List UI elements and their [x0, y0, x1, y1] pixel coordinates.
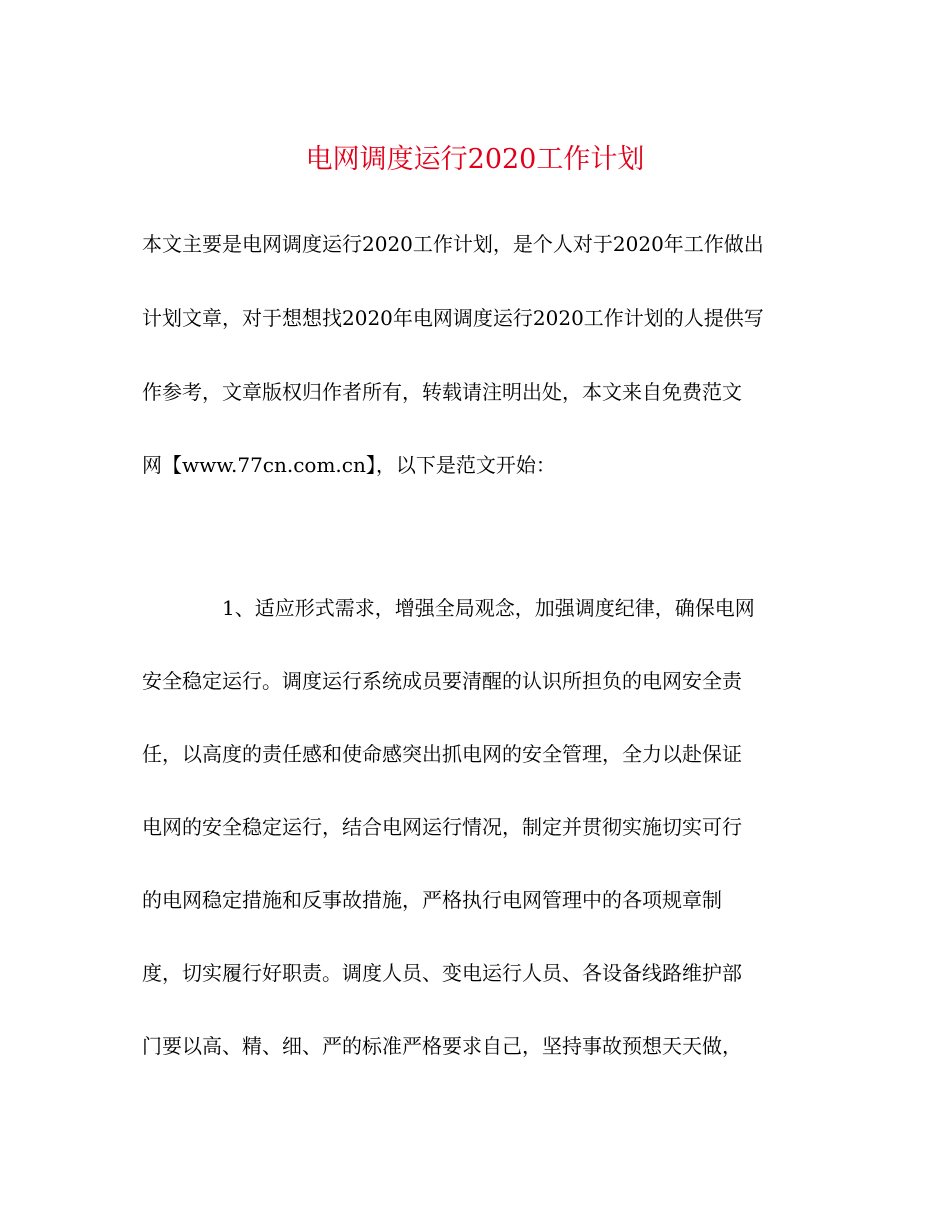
intro-line-4: 网【www.77cn.com.cn】，以下是范文开始： — [142, 453, 556, 477]
body-line-1: 1、适应形式需求，增强全局观念，加强调度纪律，确保电网 — [222, 596, 755, 620]
body-line-4: 电网的安全稳定运行，结合电网运行情况，制定并贯彻实施切实可行 — [142, 815, 742, 839]
body-line-6: 度，切实履行好职责。调度人员、变电运行人员、各设备线路维护部 — [142, 961, 742, 985]
intro-line-3: 作参考，文章版权归作者所有，转载请注明出处，本文来自免费范文 — [142, 380, 742, 404]
intro-line-1: 本文主要是电网调度运行2020工作计划，是个人对于2020年工作做出 — [142, 232, 764, 256]
document-title: 电网调度运行2020工作计划 — [305, 144, 645, 175]
body-line-3: 任，以高度的责任感和使命感突出抓电网的安全管理，全力以赴保证 — [142, 742, 742, 766]
body-line-2: 安全稳定运行。调度运行系统成员要清醒的认识所担负的电网安全责 — [142, 669, 742, 693]
body-line-5: 的电网稳定措施和反事故措施，严格执行电网管理中的各项规章制 — [142, 888, 722, 912]
intro-line-2: 计划文章，对于想想找2020年电网调度运行2020工作计划的人提供写 — [142, 306, 764, 330]
body-line-7: 门要以高、精、细、严的标准严格要求自己，坚持事故预想天天做， — [142, 1034, 742, 1058]
